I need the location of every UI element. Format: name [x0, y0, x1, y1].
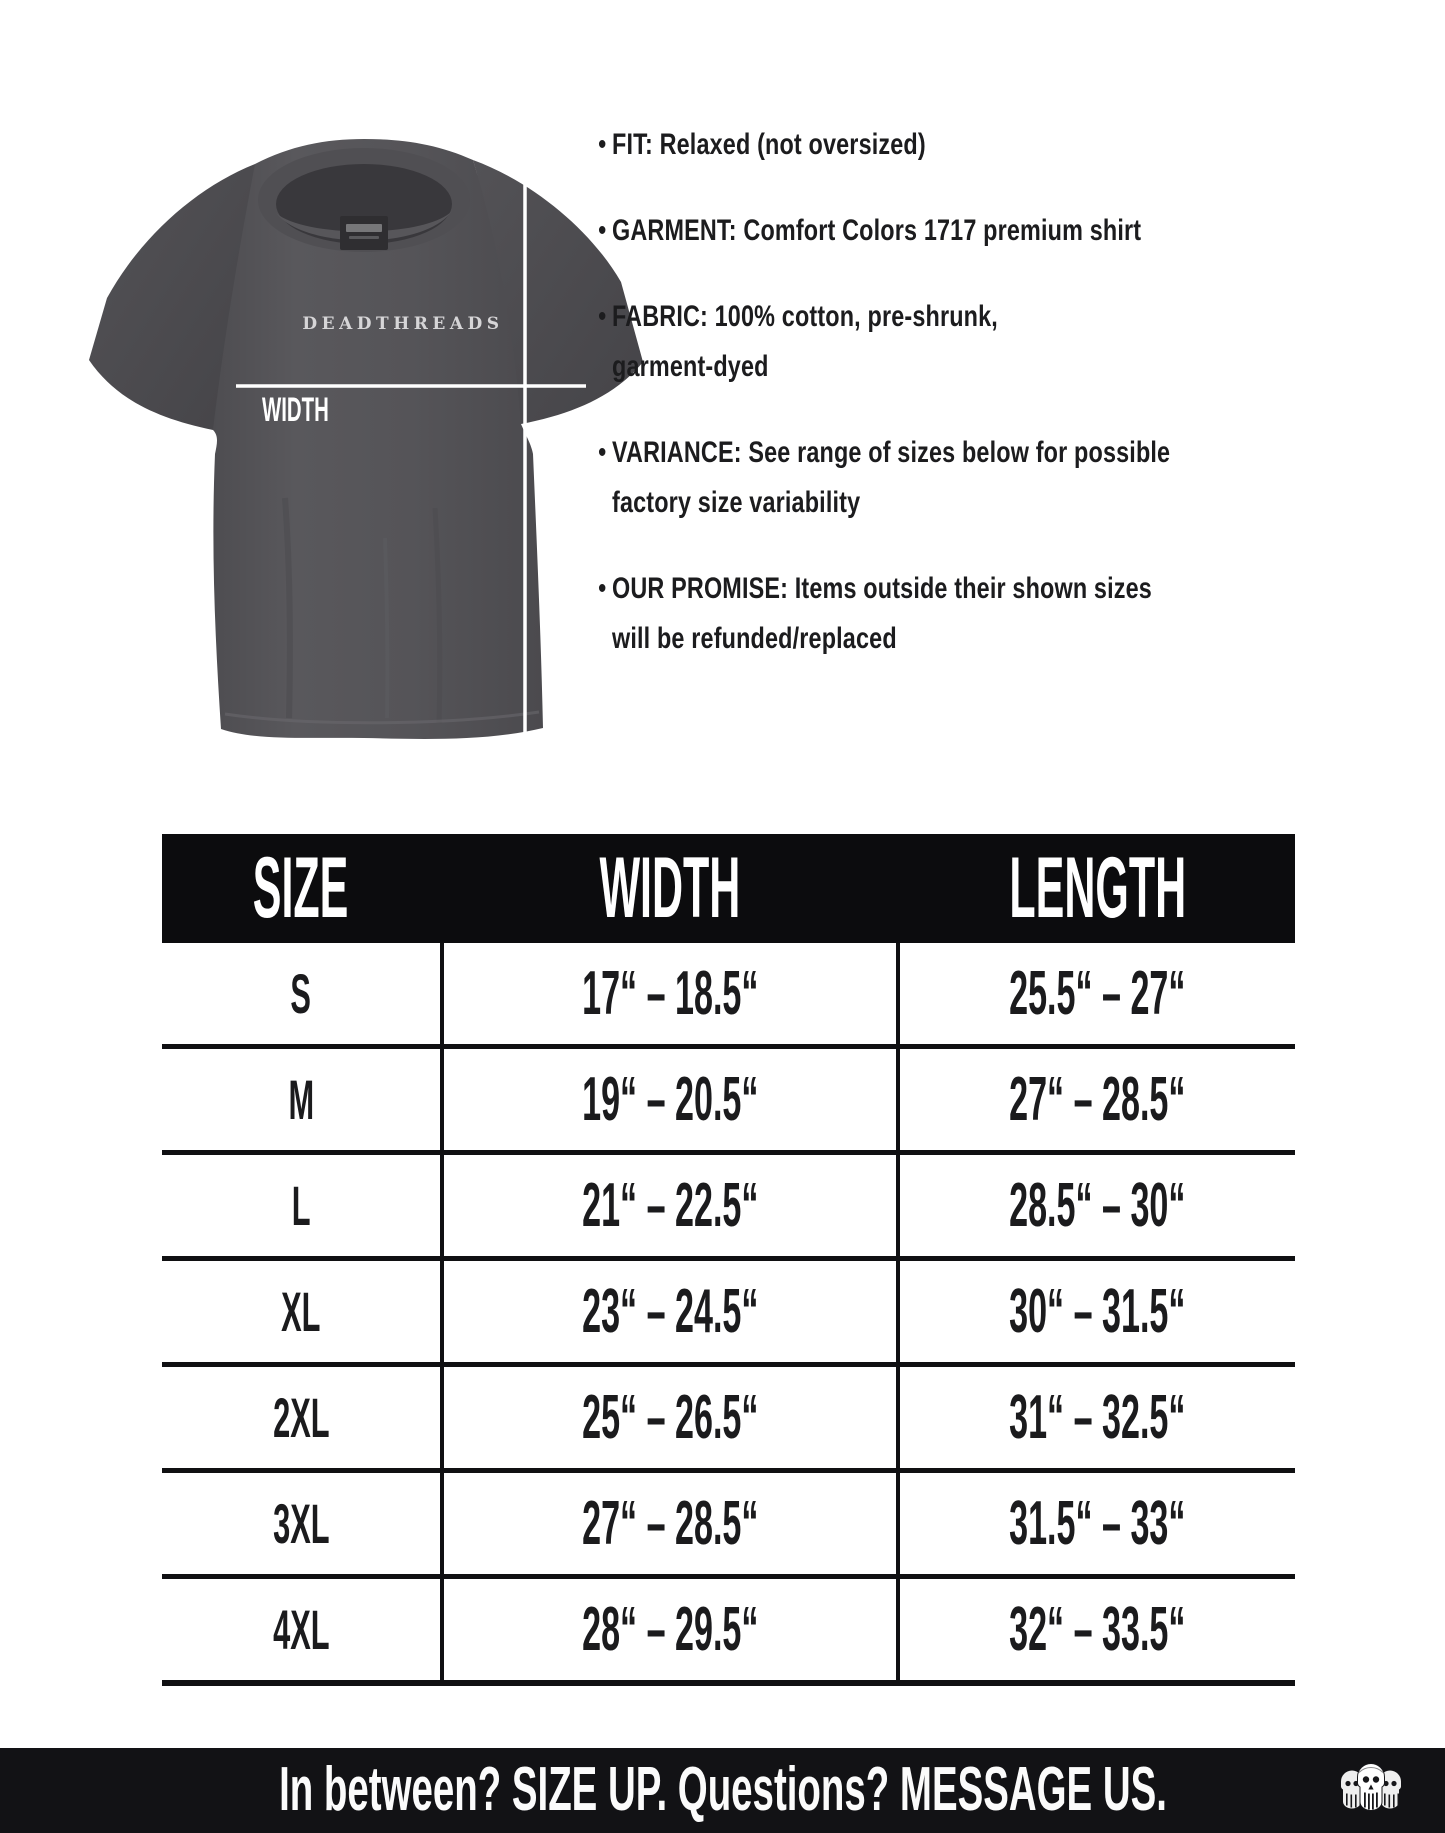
size-cell: S [290, 962, 312, 1025]
width-cell: 25“ – 26.5“ [581, 1383, 759, 1452]
width-cell: 17“ – 18.5“ [581, 959, 759, 1028]
width-cell: 23“ – 24.5“ [581, 1277, 759, 1346]
table-row [162, 943, 1295, 1049]
bullet-fit [598, 120, 1218, 170]
brand-print: DEADTHREADS [302, 314, 504, 334]
bullet-garment-text: GARMENT: Comfort Colors 1717 premium shirt [612, 214, 1142, 247]
neck-tag [340, 216, 388, 250]
header-width: WIDTH [599, 840, 741, 936]
bullet-variance: • VARIANCE: See range of sizes below for possible factory size variability [598, 428, 1218, 528]
table-row [162, 1579, 1295, 1686]
length-cell: 31“ – 32.5“ [1009, 1383, 1186, 1452]
table-row [162, 1367, 1295, 1473]
size-cell: 3XL [272, 1492, 330, 1555]
width-line-label: WIDTH [262, 390, 329, 429]
bullet-marker: • [598, 436, 607, 469]
table-row [162, 1155, 1295, 1261]
bullet-marker: • [598, 214, 607, 247]
length-cell: 30“ – 31.5“ [1009, 1277, 1186, 1346]
width-cell: 19“ – 20.5“ [581, 1065, 759, 1134]
length-cell: 25.5“ – 27“ [1009, 959, 1186, 1028]
size-cell: XL [281, 1280, 321, 1343]
size-chart-table [162, 834, 1295, 1686]
bullet-marker: • [598, 128, 607, 161]
header-size: SIZE [253, 840, 349, 936]
bullet-garment [598, 206, 1218, 256]
size-cell: 4XL [272, 1598, 330, 1661]
size-cell: M [288, 1068, 314, 1131]
triple-skull-icon [1337, 1760, 1405, 1821]
table-row [162, 1049, 1295, 1155]
width-cell: 27“ – 28.5“ [581, 1489, 759, 1558]
bullet-fit-text: FIT: Relaxed (not oversized) [612, 128, 926, 161]
bullet-marker: • [598, 572, 607, 605]
width-cell: 28“ – 29.5“ [581, 1595, 759, 1664]
size-cell: 2XL [272, 1386, 330, 1449]
table-row [162, 1261, 1295, 1367]
footer-message: In between? SIZE UP. Questions? MESSAGE US. [278, 1755, 1167, 1824]
bullet-fabric: • FABRIC: 100% cotton, pre-shrunk, garment-dyed [598, 292, 1218, 392]
tshirt-image [85, 118, 647, 748]
length-cell: 27“ – 28.5“ [1009, 1065, 1186, 1134]
header-length: LENGTH [1009, 840, 1186, 936]
length-cell: 28.5“ – 30“ [1009, 1171, 1186, 1240]
table-header-row [162, 834, 1295, 943]
width-cell: 21“ – 22.5“ [581, 1171, 759, 1240]
bullet-variance-text: VARIANCE: See range of sizes below for possible [612, 436, 1171, 469]
length-cell: 31.5“ – 33“ [1009, 1489, 1186, 1558]
shirt-measurement-figure [85, 118, 647, 748]
length-line-label: LENGTH [555, 555, 594, 639]
bullet-promise-text: OUR PROMISE: Items outside their shown sizes [612, 572, 1152, 605]
footer-bar [0, 1748, 1445, 1833]
bullet-promise: • OUR PROMISE: Items outside their shown sizes will be refunded/replaced [598, 564, 1218, 664]
bullet-fabric-text: FABRIC: 100% cotton, pre-shrunk, [612, 300, 998, 333]
size-cell: L [291, 1174, 311, 1237]
product-details-list [598, 120, 1218, 700]
table-row [162, 1473, 1295, 1579]
bullet-marker: • [598, 300, 607, 333]
length-cell: 32“ – 33.5“ [1009, 1595, 1186, 1664]
